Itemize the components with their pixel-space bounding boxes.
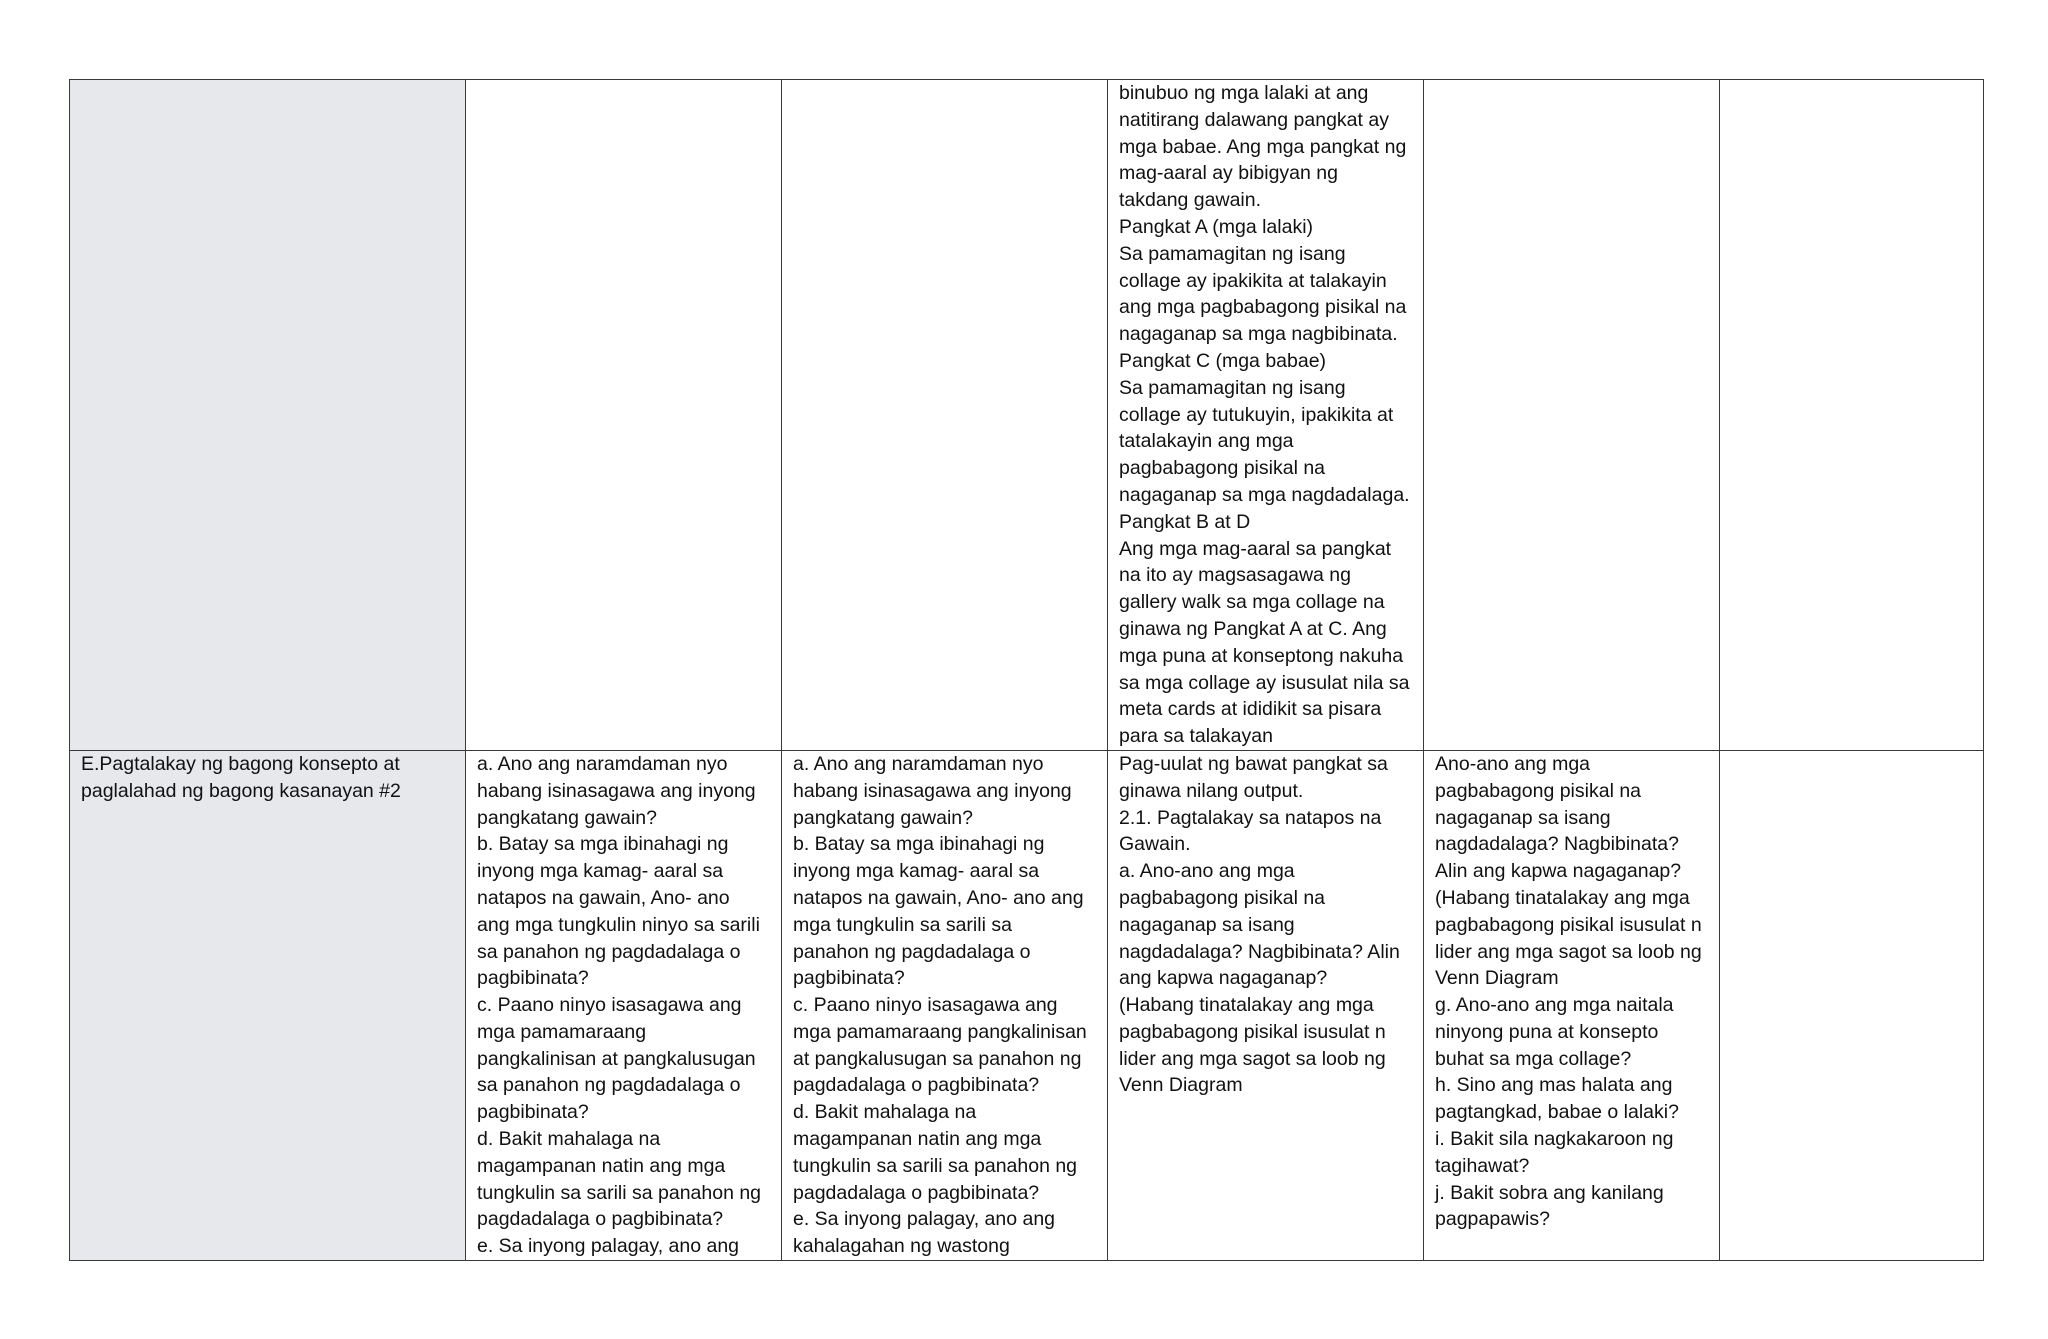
cell-text-line: gallery walk sa mga collage na: [1119, 591, 1385, 614]
cell-text-line: i. Bakit sila nagkakaroon ng: [1435, 1128, 1674, 1151]
cell-text-line: at pangkalusugan sa panahon ng: [793, 1047, 1082, 1070]
cell-text-line: ang mga pagbabagong pisikal na: [1119, 296, 1407, 319]
cell-text-line: c. Paano ninyo isasagawa ang: [477, 994, 742, 1017]
cell-text-line: mag-aaral ay bibigyan ng: [1119, 162, 1338, 185]
cell-text-line: pagbibinata?: [477, 967, 589, 990]
cell-text-line: binubuo ng mga lalaki at ang: [1119, 82, 1369, 104]
cell-col6-empty: [1720, 80, 1984, 751]
lesson-plan-table: [69, 79, 1984, 1261]
cell-col3-questions: [782, 750, 1108, 1260]
cell-text-line: Venn Diagram: [1435, 967, 1559, 990]
cell-text-line: lider ang mga sagot sa loob ng: [1119, 1047, 1386, 1070]
cell-text-line: ninyong puna at konsepto: [1435, 1020, 1659, 1043]
cell-text-line: c. Paano ninyo isasagawa ang: [793, 994, 1058, 1017]
cell-text-line: pagbibinata?: [477, 1101, 589, 1124]
cell-text-line: Pag-uulat ng bawat pangkat sa: [1119, 752, 1388, 775]
row-label-e: [70, 750, 466, 1260]
cell-text-line: habang isinasagawa ang inyong: [793, 779, 1072, 802]
cell-text-line: ginawa ng Pangkat A at C. Ang: [1119, 617, 1387, 640]
cell-text-line: a. Ano ang naramdaman nyo: [793, 752, 1044, 775]
cell-text-line: E.Pagtalakay ng bagong konsepto at: [81, 752, 400, 775]
cell-text-line: tungkulin sa sarili sa panahon ng: [477, 1181, 762, 1204]
cell-text-line: Pangkat A (mga lalaki): [1119, 215, 1314, 238]
cell-text-line: (Habang tinatalakay ang mga: [1435, 886, 1690, 909]
cell-col5-questions: [1424, 750, 1720, 1260]
cell-text-line: nagaganap sa mga nagbibinata.: [1119, 323, 1398, 346]
row-label-cell-empty: [70, 80, 466, 751]
cell-text-line: Venn Diagram: [1119, 1074, 1243, 1097]
cell-col2-empty: [466, 80, 782, 751]
cell-text-line: a. Ano-ano ang mga: [1119, 860, 1295, 883]
cell-text-line: habang isinasagawa ang inyong: [477, 779, 756, 802]
cell-text-line: mga pamamaraang: [477, 1020, 647, 1043]
cell-text-line: pagdadalaga o pagbibinata?: [477, 1208, 724, 1231]
cell-text-line: nagdadalaga? Nagbibinata?: [1435, 833, 1679, 856]
cell-text-line: Sa pamamagitan ng isang: [1119, 376, 1346, 399]
cell-text-line: magampanan natin ang mga: [477, 1154, 726, 1177]
cell-text-line: pagpapawis?: [1435, 1208, 1550, 1231]
cell-text-line: (Habang tinatalakay ang mga: [1119, 994, 1374, 1017]
cell-col4-report: [1108, 750, 1424, 1260]
cell-text-line: mga puna at konseptong nakuha: [1119, 644, 1404, 667]
cell-col6-empty: [1720, 750, 1984, 1260]
cell-text-line: inyong mga kamag- aaral sa: [477, 860, 724, 883]
cell-text-line: sa mga collage ay isusulat nila sa: [1119, 671, 1410, 694]
cell-text-line: Ano-ano ang mga: [1435, 752, 1591, 775]
cell-text-line: sa panahon ng pagdadalaga o: [477, 1074, 741, 1097]
cell-text-line: sa panahon ng pagdadalaga o: [477, 940, 741, 963]
cell-text-line: pagbabagong pisikal na: [1435, 779, 1642, 802]
cell-text-line: pagbibinata?: [793, 967, 905, 990]
cell-text-line: pagtangkad, babae o lalaki?: [1435, 1101, 1679, 1124]
cell-text-line: tatalakayin ang mga: [1119, 430, 1294, 453]
cell-text-line: pagdadalaga o pagbibinata?: [793, 1181, 1040, 1204]
cell-text-line: Sa pamamagitan ng isang: [1119, 242, 1346, 265]
cell-text-line: Pangkat C (mga babae): [1119, 349, 1327, 372]
cell-text-line: Ang mga mag-aaral sa pangkat: [1119, 537, 1392, 560]
cell-text-line: j. Bakit sobra ang kanilang: [1435, 1181, 1664, 1204]
cell-text-line: nagdadalaga? Nagbibinata? Alin: [1119, 940, 1400, 963]
cell-text-line: nagaganap sa mga nagdadalaga.: [1119, 483, 1410, 506]
cell-text-line: tungkulin sa sarili sa panahon ng: [793, 1154, 1078, 1177]
cell-text-line: d. Bakit mahalaga na: [793, 1101, 977, 1124]
cell-text-line: pagbabagong pisikal na: [1119, 457, 1326, 480]
cell-text-line: inyong mga kamag- aaral sa: [793, 860, 1040, 883]
cell-text-line: nagaganap sa isang: [1119, 913, 1295, 936]
cell-text-line: pangkatang gawain?: [793, 806, 973, 829]
cell-text-line: Gawain.: [1119, 833, 1191, 856]
cell-text-line: para sa talakayan: [1119, 725, 1273, 748]
cell-text-line: Pangkat B at D: [1119, 510, 1251, 533]
cell-text-line: h. Sino ang mas halata ang: [1435, 1074, 1673, 1097]
cell-text-line: panahon ng pagdadalaga o: [793, 940, 1031, 963]
cell-text-line: a. Ano ang naramdaman nyo: [477, 752, 728, 775]
cell-text-line: tagihawat?: [1435, 1154, 1530, 1177]
cell-text-line: b. Batay sa mga ibinahagi ng: [477, 833, 729, 856]
cell-col2-questions: [466, 750, 782, 1260]
cell-text-line: pagbabagong pisikal na: [1119, 886, 1326, 909]
cell-text-line: nagaganap sa isang: [1435, 806, 1611, 829]
cell-text-line: mga pamamaraang pangkalinisan: [793, 1020, 1087, 1043]
cell-col3-empty: [782, 80, 1108, 751]
cell-text-line: pagbabagong pisikal isusulat n: [1119, 1020, 1386, 1043]
cell-text-line: d. Bakit mahalaga na: [477, 1128, 661, 1151]
cell-text-line: b. Batay sa mga ibinahagi ng: [793, 833, 1045, 856]
cell-text-line: ang kapwa nagaganap?: [1119, 967, 1328, 990]
cell-text-line: Alin ang kapwa nagaganap?: [1435, 860, 1682, 883]
cell-text-line: magampanan natin ang mga: [793, 1128, 1042, 1151]
cell-text-line: natapos na gawain, Ano- ano: [477, 886, 730, 909]
table-row-e: [70, 750, 1984, 1260]
cell-text-line: mga babae. Ang mga pangkat ng: [1119, 135, 1407, 158]
cell-text-line: pangkatang gawain?: [477, 806, 657, 829]
cell-text-line: pagbabagong pisikal isusulat n: [1435, 913, 1702, 936]
cell-text-line: na ito ay magsasagawa ng: [1119, 564, 1351, 587]
cell-text-line: mga tungkulin sa sarili sa: [793, 913, 1012, 936]
cell-text-line: takdang gawain.: [1119, 189, 1262, 212]
cell-text-line: collage ay tutukuyin, ipakikita at: [1119, 403, 1394, 426]
cell-text-line: ginawa nilang output.: [1119, 779, 1304, 802]
table-row-continued: [70, 80, 1984, 751]
cell-text-line: meta cards at ididikit sa pisara: [1119, 698, 1382, 721]
cell-col4-activity: [1108, 80, 1424, 751]
cell-text-line: lider ang mga sagot sa loob ng: [1435, 940, 1702, 963]
cell-text-line: g. Ano-ano ang mga naitala: [1435, 994, 1674, 1017]
cell-text-line: pangkalinisan at pangkalusugan: [477, 1047, 756, 1070]
cell-text-line: kahalagahan ng wastong: [793, 1235, 1010, 1258]
cell-text-line: collage ay ipakikita at talakayin: [1119, 269, 1387, 292]
cell-text-line: e. Sa inyong palagay, ano ang: [477, 1235, 740, 1258]
cell-text-line: natapos na gawain, Ano- ano ang: [793, 886, 1084, 909]
cell-text-line: pagdadalaga o pagbibinata?: [793, 1074, 1040, 1097]
cell-text-line: e. Sa inyong palagay, ano ang: [793, 1208, 1056, 1231]
cell-text-line: paglalahad ng bagong kasanayan #2: [81, 779, 401, 802]
cell-text-line: buhat sa mga collage?: [1435, 1047, 1632, 1070]
cell-text-line: natitirang dalawang pangkat ay: [1119, 108, 1389, 131]
cell-text-line: 2.1. Pagtalakay sa natapos na: [1119, 806, 1382, 829]
cell-text-line: ang mga tungkulin ninyo sa sarili: [477, 913, 760, 936]
cell-col5-empty: [1424, 80, 1720, 751]
